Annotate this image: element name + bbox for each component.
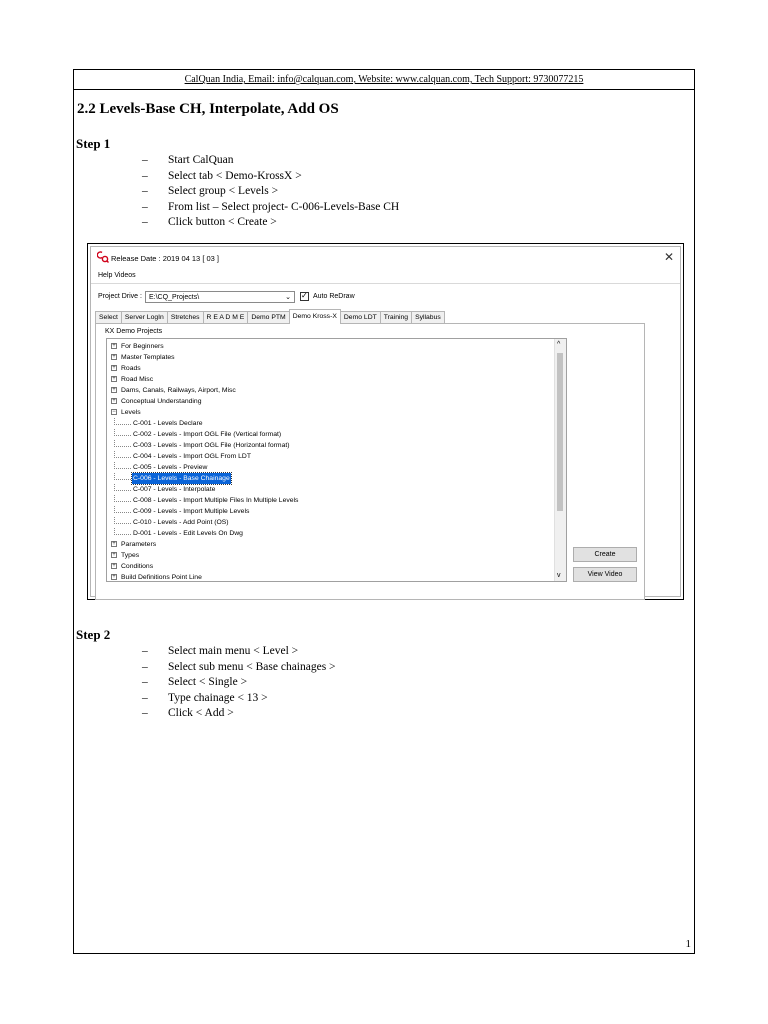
tree-scrollbar[interactable] <box>554 339 566 581</box>
tab-read-me[interactable]: R E A D M E <box>203 311 249 324</box>
list-item: – Type chainage < 13 > <box>142 691 268 704</box>
menubar-divider <box>91 283 680 284</box>
tab-strip <box>95 311 444 323</box>
section-title: 2.2 Levels-Base CH, Interpolate, Add OS <box>77 101 339 117</box>
window-titlebar <box>91 247 680 269</box>
expand-icon[interactable]: + <box>112 398 116 404</box>
step1-title: Step 1 <box>76 136 111 151</box>
page-frame <box>73 69 695 954</box>
project-tree[interactable]: + For Beginners + Master Templates + Roads + Road Misc + Dams, Canals, Railways, Airport, Misc + Conceptual Understanding − Levels C-001 - Levels Declare C-002 - Levels - Import OGL File (Vertical format) C-003 - Levels - Import OGL File (Horizontal format) C-004 - Levels - Import OGL From LDT C-005 - Levels - Preview C-006 - Levels - Base Chainage C-007 - Levels - Interpolate C-008 - Levels - Import Multiple Files In Multiple Levels C-009 - Levels - Import Multiple Levels C-010 - Levels - Add Point (OS) D-001 - Levels - Edit Levels On Dwg + Parameters + Types + Conditions + Build Definitions Point Line ^ v <box>106 338 567 582</box>
window-title: Release Date : 2019 04 13 [ 03 ] <box>111 254 219 263</box>
list-item: – Select sub menu < Base chainages > <box>142 660 336 673</box>
close-icon[interactable]: ✕ <box>663 250 674 264</box>
project-drive-row <box>91 291 680 305</box>
menu-item-help-videos[interactable]: Help Videos <box>98 272 136 279</box>
tab-demo-kross-x[interactable]: Demo Kross-X <box>289 309 341 324</box>
expand-icon[interactable]: + <box>112 365 116 371</box>
app-window-screenshot <box>87 243 684 600</box>
list-item: – Select main menu < Level > <box>142 645 299 657</box>
project-drive-select[interactable] <box>145 291 295 303</box>
header-divider <box>74 89 694 90</box>
list-item: – Select < Single > <box>142 676 248 688</box>
tab-training[interactable]: Training <box>380 311 412 324</box>
page-number: 1 <box>685 938 691 950</box>
project-drive-label: Project Drive : <box>98 293 142 300</box>
check-icon: ✓ <box>301 291 308 300</box>
list-item: – Select tab < Demo-KrossX > <box>142 169 302 182</box>
expand-icon[interactable]: + <box>112 563 116 569</box>
collapse-icon[interactable]: − <box>112 409 116 415</box>
chevron-down-icon: ⌄ <box>285 294 291 301</box>
scroll-thumb[interactable] <box>557 353 563 511</box>
list-item: – Click button < Create > <box>142 216 277 228</box>
view-video-button[interactable]: View Video <box>573 567 637 582</box>
tab-server-login[interactable]: Server LogIn <box>121 311 168 324</box>
tab-demo-ldt[interactable]: Demo LDT <box>340 311 381 324</box>
expand-icon[interactable]: + <box>112 574 116 580</box>
tab-syllabus[interactable]: Syllabus <box>411 311 445 324</box>
expand-icon[interactable]: + <box>112 552 116 558</box>
group-label: KX Demo Projects <box>105 328 163 335</box>
expand-icon[interactable]: + <box>112 343 116 349</box>
tab-demo-ptm[interactable]: Demo PTM <box>247 311 289 324</box>
step2-title: Step 2 <box>76 627 111 642</box>
tab-panel-demo-kross-x <box>95 323 645 600</box>
auto-redraw-label: Auto ReDraw <box>313 293 355 300</box>
expand-icon[interactable]: + <box>112 376 116 382</box>
scroll-up-icon[interactable]: ^ <box>557 341 561 348</box>
menubar <box>91 269 680 283</box>
step1-list <box>142 153 399 231</box>
step2-list <box>142 644 336 722</box>
page-header: CalQuan India, Email: info@calquan.com, Website: www.calquan.com, Tech Support: 9730077215 <box>184 74 584 85</box>
create-button[interactable]: Create <box>573 547 637 562</box>
app-window <box>90 246 681 597</box>
auto-redraw-checkbox[interactable] <box>300 292 309 301</box>
calquan-logo-icon <box>97 251 109 263</box>
list-item: – Start CalQuan <box>142 154 234 166</box>
tab-stretches[interactable]: Stretches <box>167 311 204 324</box>
list-item: – Click < Add > <box>142 707 234 719</box>
project-drive-value: E:\CQ_Projects\ <box>149 294 200 301</box>
expand-icon[interactable]: + <box>112 387 116 393</box>
list-item: – From list – Select project- C-006-Levels-Base CH <box>142 200 400 213</box>
tab-select[interactable]: Select <box>95 311 122 324</box>
list-item: – Select group < Levels > <box>142 185 279 197</box>
expand-icon[interactable]: + <box>112 541 116 547</box>
expand-icon[interactable]: + <box>112 354 116 360</box>
scroll-down-icon[interactable]: v <box>557 572 561 579</box>
